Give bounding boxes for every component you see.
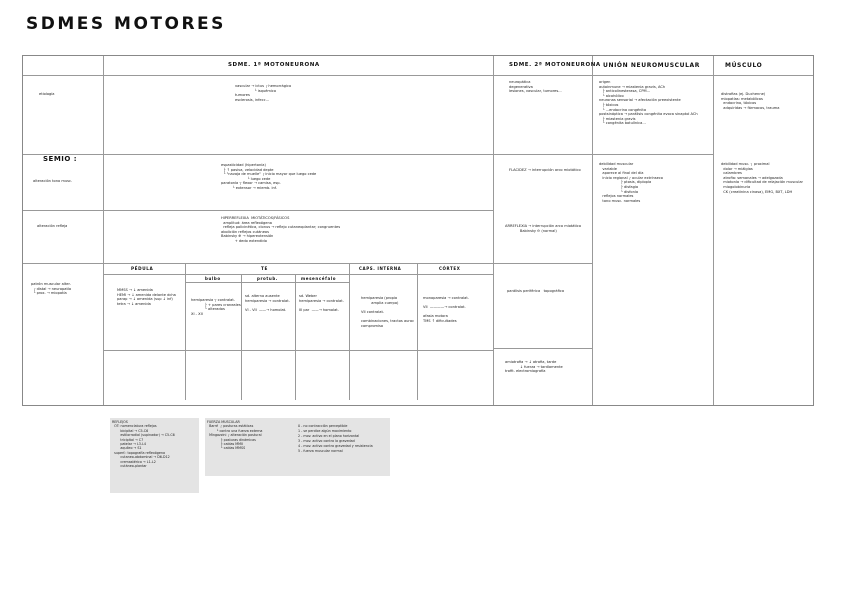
col-te: TE	[261, 266, 268, 271]
divider	[493, 56, 494, 405]
syndromes-table	[22, 55, 814, 406]
smn2-amiotrofia: amiotrofia → ↓ atrofia, tarde ↓ fuerza → tardíamente trofit. electromiografía	[505, 360, 563, 374]
divider	[185, 263, 186, 400]
row-label-etiologia: etiología	[39, 92, 55, 96]
col-cortex: CÓRTEX	[439, 266, 461, 271]
sub-protub: protub.	[257, 276, 278, 281]
divider	[185, 282, 349, 283]
musculo-semio: debilidad musc. ┐ proximal dolor → miálgias calambres atrofia: semanales → adelgazada miotonía → dificultad de relajación muscular miogolobinuria CK (creatinina cinasa), EMG, BXT, LDH	[721, 162, 804, 194]
divider	[349, 263, 350, 400]
header-union: UNIÓN NEUROMUSCULAR	[603, 62, 700, 69]
union-etiologia: origen autoinmune → miastenia gravis, ACh ├ anticolinesterasa, CPM... └ alcohólico neuronas sensorial → afectación preexistente ├ tóxicos └ ...endocrina congénita postsináptica → parálisis congénita evoca sinaptol ACh ├ miastenia gravis └ congénita botulínica...	[599, 80, 698, 126]
mesenc-content: sd. Weber hemiparesia → contralat. III par ——→ homolat.	[299, 294, 344, 312]
smn2-patron: parálisis periférica topográfica	[507, 289, 565, 293]
col-pedula: PÉDULA	[131, 266, 154, 271]
protub-content: sd. alterno ausente hemiparesia → contralat. VI - VII ——→ homolat.	[245, 294, 290, 312]
fuerza-card-scale: 0 - no contracción perceptible 1 - se percibe algún movimiento 2 - mov. activo en el plano horizontal 3 - mov. activo contra la gravedad 4 - mov. activo contra gravedad y resistencia 5 - fuerza muscular normal	[298, 424, 373, 453]
cortex-content: monoparesia → contralat. VII ————→ contralat. afasia motora TMS ↑ dificultades	[423, 296, 469, 323]
smn2-etiologia: neuropática degenerativa lesiones, vascular, tumores...	[509, 80, 562, 94]
smn1-tono: espasticidad (hipertonía) ├ ↑ pasiva, velocidad depte └ "navaja de muelle" ┌ inicio mayor que luego cede └ luego cede paratonía ┬ flexor → camisa, esp. └ extensor → miemb. inf.	[221, 163, 317, 190]
header-smn1: SDME. 1ª MOTONEURONA	[228, 62, 320, 68]
row-label-patron: patrón muscular alter. ┌ distal → neuropatía └ prox. → miopatía	[31, 282, 72, 296]
bulbo-content: hemiparesia ┬ contralat. ├ + pares craneales └ alterados XI - XII	[191, 298, 241, 316]
divider	[23, 154, 713, 155]
row-label-tono: alteración tono musc.	[33, 179, 73, 183]
sub-mesenc: mesencéfalo	[301, 276, 337, 281]
header-smn2: SDME. 2ª MOTONEURONA	[509, 62, 601, 68]
musculo-etiologia: distrofias (ej. Duchenne) miopatías: metabólicas endocrino, tóxicos adquiridas → fármacos, trauma	[721, 92, 780, 110]
divider	[417, 263, 418, 400]
divider	[103, 56, 104, 405]
divider	[23, 75, 493, 76]
divider	[493, 263, 592, 264]
caps-content: hemiparesia (propia amplia cuerpo) VII contralat. combinaciones, tractos aurac compromiso	[361, 296, 415, 328]
sub-bulbo: bulbo	[205, 276, 221, 281]
divider	[23, 210, 493, 211]
fuerza-card-left: FUERZA MUSCULAR Barré ┌ posturas estáticas └ contra una fuerza externa Mingazzini ┌ alteración postural ├ posturas dinámicas ├ caídas MMII └ caídas MMSS	[207, 420, 263, 451]
fuerza-card	[205, 418, 390, 476]
union-semio: debilidad muscular variable aparece al final del día inicio regional ┌ ocular extrínseco ├ ptosis, diplopía ├ disfagia └ disfonía reflejos normales tono musc. normales	[599, 162, 663, 203]
smn2-reflejos: ARREFLEXIA → interrupción arco miotático Babinsky ⊖ (normal)	[505, 224, 582, 233]
divider	[493, 348, 592, 349]
divider	[493, 75, 813, 76]
divider	[103, 274, 493, 275]
col-caps: CAPS. INTERNA	[359, 266, 402, 271]
page-title: SDMES MOTORES	[26, 14, 226, 34]
divider	[713, 56, 714, 405]
header-musculo: MÚSCULO	[725, 62, 763, 69]
divider	[241, 274, 242, 400]
smn1-etiologia: vascular → ictus ┌ hemorrágico └ isquémico tumores esclerosis, infecc...	[235, 84, 292, 102]
pedula-content: MMSS → ↓ amenida HEMI → ↓ amenida delante dcha parap → ↓ amenida (sup ↓ inf) tetra → ↓ amenida	[117, 288, 176, 306]
row-label-semio: SEMIO :	[43, 155, 78, 163]
divider	[295, 274, 296, 400]
divider	[23, 263, 493, 264]
reflejos-card-text: REFLEJOS OT: nomenclatura reflejos bicipital → C5-C6 estilorradial (supinador) → C5-C6 tricipital → C7 patelar → L3-L4 aquíleo → S1 superf.: topografía reflexógena cutaneo-abdominal → D6-D12 cremastérico → L1-L2 cutáneo-plantar	[112, 420, 175, 469]
divider	[592, 56, 593, 405]
smn1-reflejos: HIPERREFLEXIA MIOTÁTICOS/FÁSICOS amplitud: área reflexógena refleja policinética, clonus → reflejo cutaneoplantar; congruentes abolición reflejos cutáneos Babinsky ⊕ → hiperextensión + dedo extendido	[221, 216, 341, 243]
smn2-tono: FLACIDEZ → interrupción arco miotático	[509, 168, 581, 172]
row-label-reflejos: alteración refleja	[37, 224, 68, 228]
divider	[103, 350, 493, 351]
reflejos-card	[110, 418, 199, 493]
